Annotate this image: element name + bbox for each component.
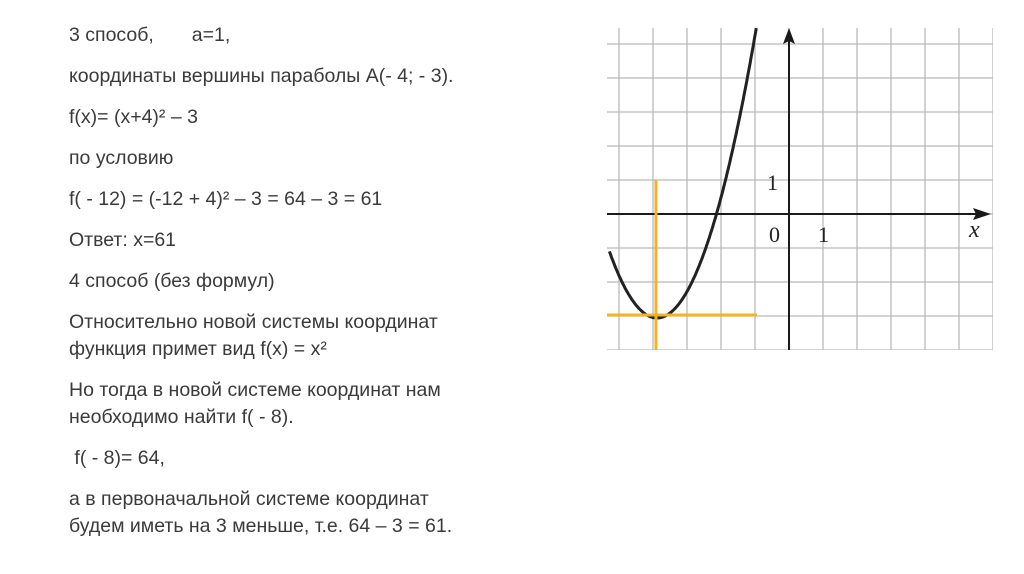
new-system-find-line-1: Но тогда в новой системе координат нам [69,379,441,401]
method-3-heading: 3 способ, a=1, [69,24,231,46]
new-system-line-1: Относительно новой системы координат [69,311,438,333]
new-system-line-2: функция примет вид f(x) = x² [69,338,327,360]
parabola-curve [609,28,756,318]
conclusion-line-2: будем иметь на 3 меньше, т.е. 64 – 3 = 61. [69,515,453,537]
new-coordinate-axes [607,180,757,350]
new-system-find-line-2: необходимо найти f( - 8). [69,406,294,428]
origin-label: 0 [769,222,780,247]
conclusion-line-1: а в первоначальной системе координат [69,488,429,510]
solution-text [69,22,589,540]
answer: Ответ: x=61 [69,229,177,251]
new-system-value: f( - 8)= 64, [69,447,165,469]
grid [607,28,993,350]
y-unit-label: 1 [767,170,778,195]
function-formula: f(x)= (x+4)² – 3 [69,106,198,128]
calculation: f( - 12) = (-12 + 4)² – 3 = 64 – 3 = 61 [69,188,383,210]
graph-canvas [607,28,993,350]
parabola-graph [607,28,993,350]
vertex-coordinates: координаты вершины параболы A(- 4; - 3). [69,65,454,87]
method-4-heading: 4 способ (без формул) [69,270,275,292]
x-axis-label: x [969,217,980,243]
x-unit-label: 1 [818,222,829,247]
condition-label: по условию [69,147,174,169]
axes [607,28,991,350]
